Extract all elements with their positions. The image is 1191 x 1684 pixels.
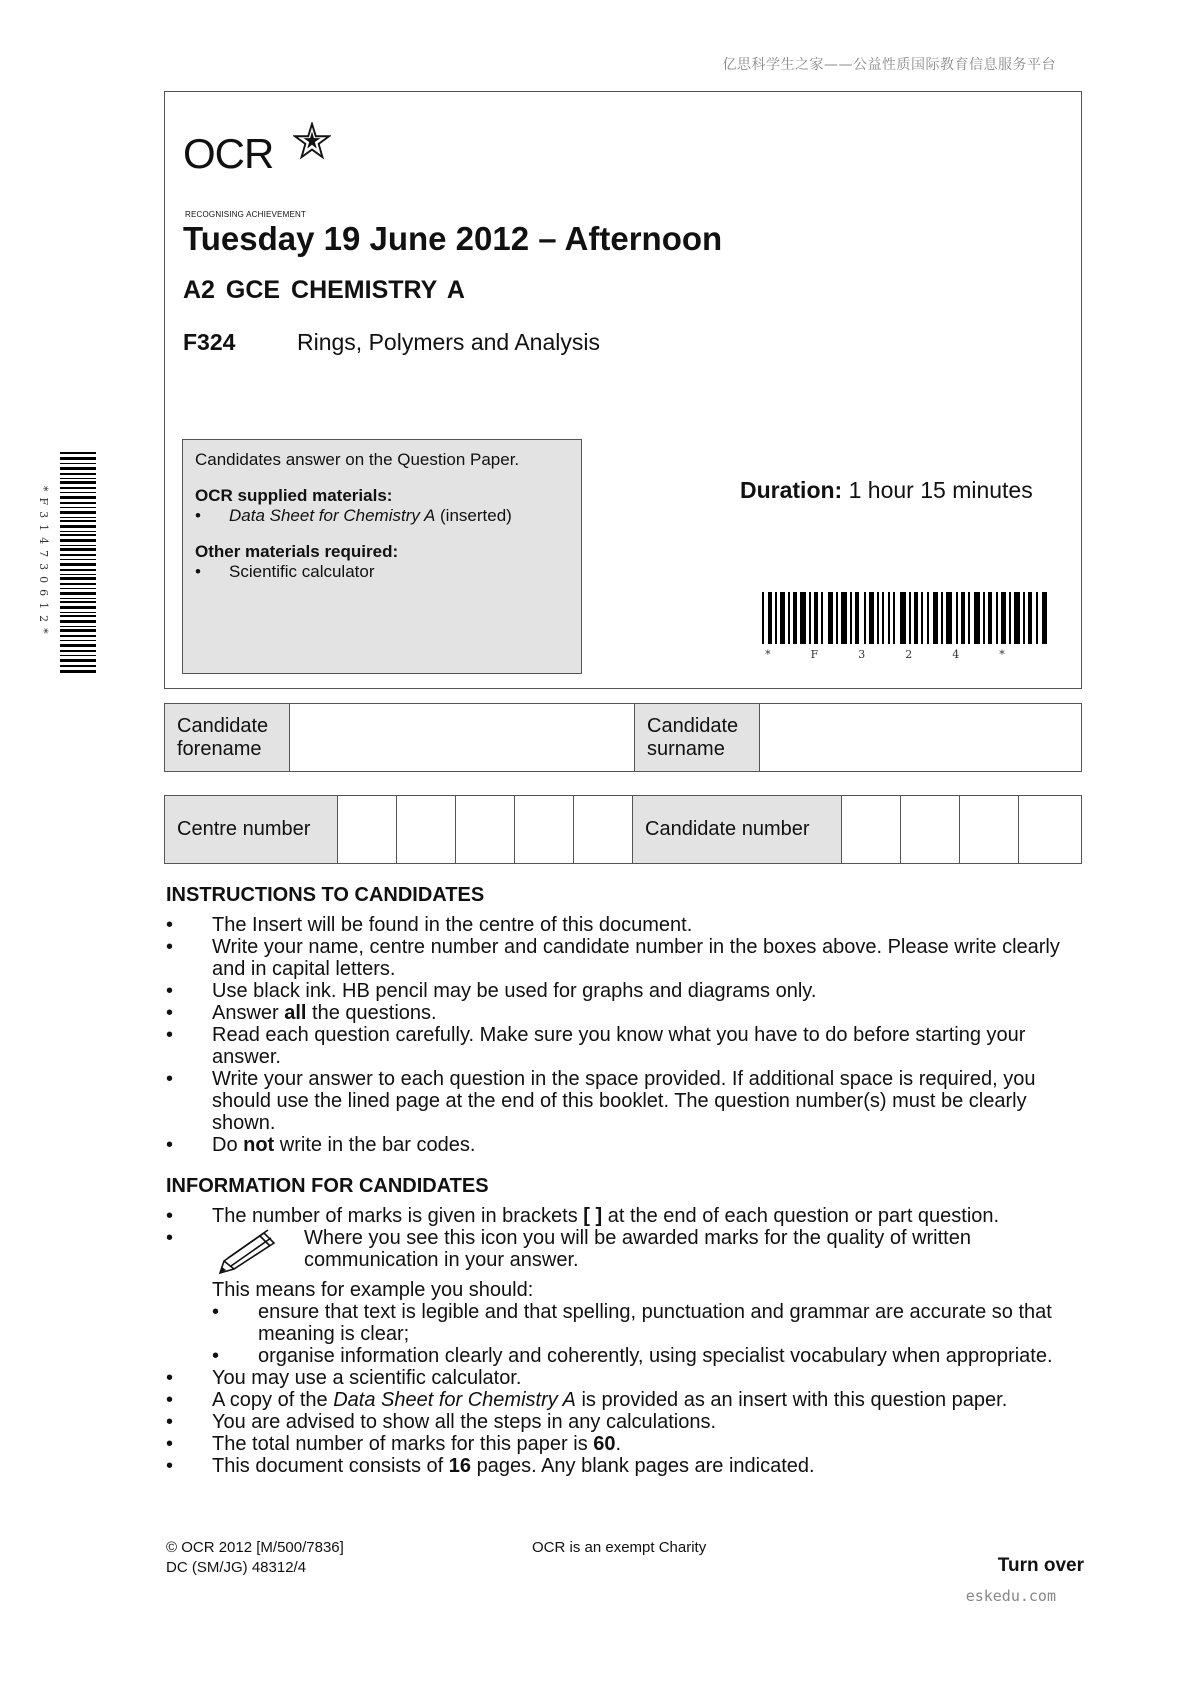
instruction-item: • Do not write in the bar codes. bbox=[166, 1134, 1086, 1156]
information-item: • The number of marks is given in brackets [ ] at the end of each question or part question. bbox=[166, 1205, 1086, 1227]
qwc-item bbox=[166, 1227, 1086, 1279]
information-item: • The total number of marks for this paper is 60. bbox=[166, 1433, 1086, 1455]
sub-item: • organise information clearly and coherently, using specialist vocabulary when appropriate. bbox=[166, 1345, 1086, 1367]
information-heading: INFORMATION FOR CANDIDATES bbox=[166, 1175, 489, 1197]
copyright: © OCR 2012 [M/500/7836] bbox=[166, 1539, 344, 1556]
answer-note: Candidates answer on the Question Paper. bbox=[195, 450, 520, 469]
instruction-item: • Write your answer to each question in the space provided. If additional space is required, you should use the lined page at the end of this booklet. The question number(s) must be clearly shown. bbox=[166, 1068, 1086, 1134]
centre-number-box[interactable] bbox=[397, 796, 456, 864]
instructions-list bbox=[166, 914, 1086, 1156]
surname-label: Candidate surname bbox=[635, 704, 760, 772]
candidate-number-box[interactable] bbox=[842, 796, 901, 864]
exam-level: A2 GCE CHEMISTRY A bbox=[183, 276, 465, 304]
instructions-section bbox=[166, 884, 1086, 1156]
charity-note: OCR is an exempt Charity bbox=[532, 1539, 707, 1556]
centre-number-box[interactable] bbox=[338, 796, 397, 864]
centre-number-box[interactable] bbox=[456, 796, 515, 864]
instruction-item: • The Insert will be found in the centre of this document. bbox=[166, 914, 1086, 936]
instruction-item: • Write your name, centre number and candidate number in the boxes above. Please write clearly and in capital letters. bbox=[166, 936, 1086, 980]
supplied-item-title: Data Sheet for Chemistry A bbox=[229, 506, 436, 525]
duration-label: Duration: bbox=[740, 477, 843, 503]
unit-code: F324 bbox=[183, 329, 236, 355]
centre-number-box[interactable] bbox=[574, 796, 633, 864]
candidate-number-fields bbox=[164, 795, 1082, 864]
qwc-text: • Where you see this icon you will be awarded marks for the quality of written communication in your answer. bbox=[304, 1227, 971, 1271]
other-heading: Other materials required: bbox=[195, 542, 399, 561]
unit-title: Rings, Polymers and Analysis bbox=[297, 329, 600, 355]
side-barcode bbox=[50, 450, 98, 676]
footer-left bbox=[166, 1538, 344, 1578]
supplied-item bbox=[195, 506, 569, 526]
ocr-logo bbox=[183, 122, 333, 219]
other-item: • Scientific calculator bbox=[195, 562, 569, 582]
information-item: • You may use a scientific calculator. bbox=[166, 1367, 1086, 1389]
centre-number-box[interactable] bbox=[515, 796, 574, 864]
instruction-item: • Read each question carefully. Make sure you know what you have to do before starting your answer. bbox=[166, 1024, 1086, 1068]
candidate-name-fields bbox=[164, 703, 1082, 772]
turn-over: Turn over bbox=[997, 1555, 1084, 1576]
instruction-item: • Use black ink. HB pencil may be used for graphs and diagrams only. bbox=[166, 980, 1086, 1002]
instruction-item: • Answer all the questions. bbox=[166, 1002, 1086, 1024]
forename-input[interactable] bbox=[290, 704, 635, 772]
pencil-icon bbox=[214, 1227, 282, 1277]
candidate-number-label: Candidate number bbox=[633, 796, 842, 864]
materials-box bbox=[182, 439, 582, 674]
sub-item: • ensure that text is legible and that spelling, punctuation and grammar are accurate so that meaning is clear; bbox=[166, 1301, 1086, 1345]
cover-box bbox=[164, 91, 1082, 689]
means-line: This means for example you should: bbox=[212, 1279, 534, 1301]
forename-label: Candidate forename bbox=[165, 704, 290, 772]
centre-number-label: Centre number bbox=[165, 796, 338, 864]
watermark-top: 亿思科学生之家——公益性质国际教育信息服务平台 bbox=[722, 57, 1056, 73]
information-list bbox=[166, 1205, 1086, 1477]
duration-value: 1 hour 15 minutes bbox=[842, 477, 1033, 503]
instructions-heading: INSTRUCTIONS TO CANDIDATES bbox=[166, 884, 485, 906]
unit-barcode-text: *F324* bbox=[765, 648, 1045, 661]
supplied-item-suffix: (inserted) bbox=[435, 506, 512, 525]
candidate-number-box[interactable] bbox=[1019, 796, 1082, 864]
information-item: • A copy of the Data Sheet for Chemistry A is provided as an insert with this question paper. bbox=[166, 1389, 1086, 1411]
logo-tagline: RECOGNISING ACHIEVEMENT bbox=[185, 210, 307, 219]
information-section bbox=[166, 1175, 1086, 1477]
supplied-list bbox=[195, 506, 569, 526]
logo-text: OCR bbox=[183, 130, 274, 177]
exam-date: Tuesday 19 June 2012 – Afternoon bbox=[183, 220, 723, 257]
surname-input[interactable] bbox=[760, 704, 1082, 772]
candidate-number-box[interactable] bbox=[960, 796, 1019, 864]
information-item: • You are advised to show all the steps in any calculations. bbox=[166, 1411, 1086, 1433]
duration bbox=[740, 477, 1033, 504]
unit-barcode bbox=[760, 592, 1050, 662]
information-item: • This document consists of 16 pages. Any blank pages are indicated. bbox=[166, 1455, 1086, 1477]
other-list bbox=[195, 562, 569, 582]
candidate-number-box[interactable] bbox=[901, 796, 960, 864]
supplied-heading: OCR supplied materials: bbox=[195, 486, 393, 505]
side-barcode-text: *F314730612* bbox=[37, 486, 50, 640]
dc-code: DC (SM/JG) 48312/4 bbox=[166, 1559, 307, 1576]
star-icon bbox=[293, 122, 331, 160]
watermark-bottom: eskedu.com bbox=[965, 1587, 1056, 1605]
